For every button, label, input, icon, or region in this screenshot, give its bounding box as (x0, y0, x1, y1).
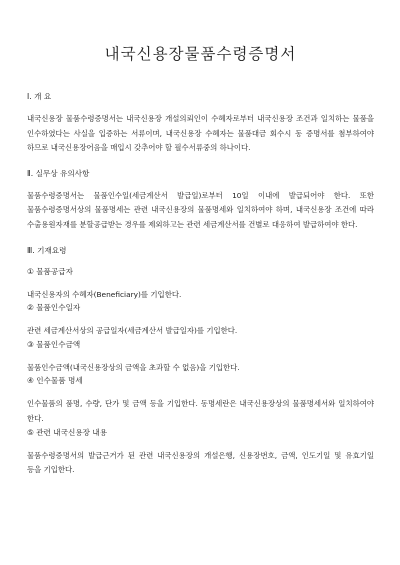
section-body-practical-notes: 물품수령증명서는 물품인수일(세금계산서 발급일)로부터 10일 이내에 발급되어야 한다. 또한 물품수령증명서상의 물품명세는 관련 내국신용장의 물품명세와 일치하여야 하며, 내국신용장 조건에 따라 수출용원자재를 분할공급받는 경우를 제외하고는 관련 세금계산서를 건별로 대응하여 발급하여야 한다. (27, 190, 374, 229)
section-heading-overview: Ⅰ. 개 요 (27, 92, 52, 101)
document-title: 내국신용장물품수령증명서 (104, 45, 297, 63)
section-body-overview: 내국신용장 물품수령증명서는 내국신용장 개설의뢰인이 수혜자로부터 내국신용장 조건과 일치하는 물품을 인수하였다는 사실을 입증하는 서류이며, 내국신용장 수혜자는 물품대금 회수시 동 증명서를 첨부하여야 하므로 내국신용장어음을 매입시 갖추어야 할 필수서류중의 하나이다. (27, 114, 374, 153)
item-text-goods-details: 인수물품의 품명, 수량, 단가 및 금액 등을 기입한다. 동명세란은 내국신용장상의 물품명세서와 일치하여야 한다. (27, 399, 374, 423)
item-text-related-lc: 물품수령증명서의 발급근거가 된 관련 내국신용장의 개설은행, 신용장번호, 금액, 인도기일 및 유효기일 등을 기입한다. (27, 450, 374, 475)
item-title-supplier: ① 물품공급자 (27, 266, 73, 276)
item-title-related-lc: ⑤ 관련 내국신용장 내용 (27, 427, 108, 437)
item-text-receipt-date: 관련 세금계산서상의 공급일자(세금계산서 발급일자)를 기입한다. (27, 326, 238, 336)
item-text-receipt-amount: 물품인수금액(내국신용장상의 금액을 초과할 수 없음)을 기입한다. (27, 362, 240, 372)
section-heading-instructions: Ⅲ. 기재요령 (27, 245, 67, 255)
item-title-goods-details: ④ 인수물품 명세 (27, 376, 83, 386)
item-title-receipt-date: ② 물품인수일자 (27, 303, 81, 313)
section-heading-practical-notes: Ⅱ. 실무상 유의사항 (27, 168, 90, 178)
item-title-receipt-amount: ③ 물품인수금액 (27, 339, 81, 349)
item-text-supplier: 내국신용자의 수혜자(Beneficiary)를 기입한다. (27, 289, 182, 299)
